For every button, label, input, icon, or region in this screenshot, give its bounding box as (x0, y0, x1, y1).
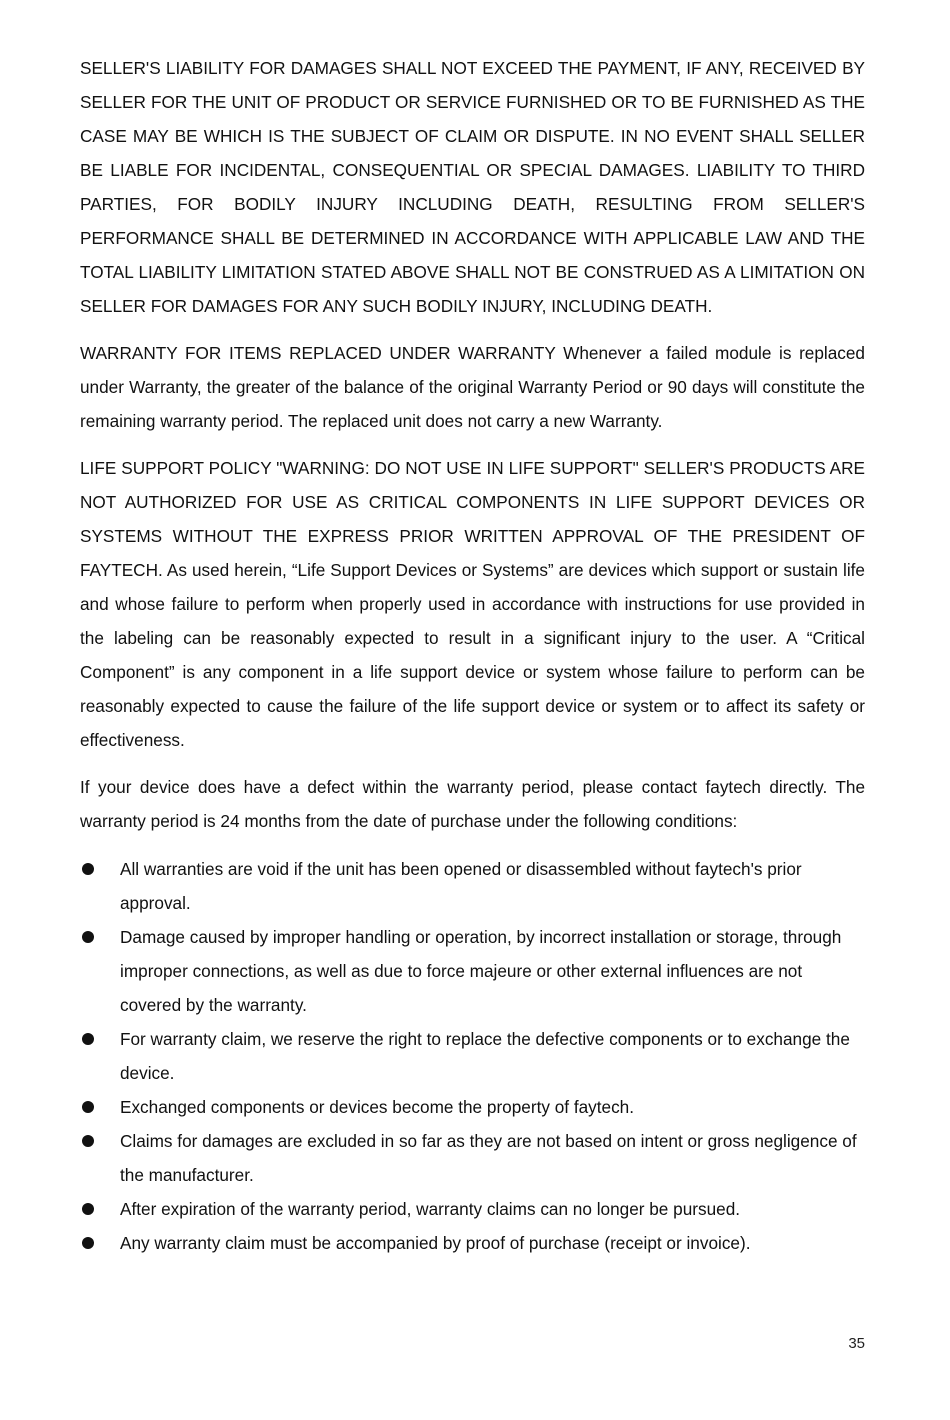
list-item-text: All warranties are void if the unit has been opened or disassembled without faytech's prior approval. (120, 859, 802, 913)
list-item-text: Claims for damages are excluded in so far as they are not based on intent or gross negligence of the manufacturer. (120, 1131, 857, 1185)
list-item (80, 1124, 865, 1192)
page-number: 35 (848, 1335, 865, 1352)
list-item (80, 1192, 865, 1226)
list-item-text: Any warranty claim must be accompanied by proof of purchase (receipt or invoice). (120, 1233, 751, 1253)
document-page (80, 51, 865, 1381)
list-item-text: Damage caused by improper handling or operation, by incorrect installation or storage, through improper connections, as well as due to force majeure or other external influences are not covered by the warranty. (120, 927, 842, 1015)
list-item (80, 920, 865, 1022)
bullet-icon (82, 1101, 94, 1113)
bullet-icon (82, 1135, 94, 1147)
warranty-conditions-list (80, 852, 865, 1260)
list-item-text: After expiration of the warranty period, warranty claims can no longer be pursued. (120, 1199, 741, 1219)
bullet-icon (82, 1237, 94, 1249)
bullet-icon (82, 1033, 94, 1045)
life-support-policy-paragraph: LIFE SUPPORT POLICY "WARNING: DO NOT USE IN LIFE SUPPORT" SELLER'S PRODUCTS ARE NOT AUTHORIZED FOR USE AS CRITICAL COMPONENTS IN LIFE SUPPORT DEVICES OR SYSTEMS WITHOUT THE EXPRESS PRIOR WRITTEN APPROVAL OF THE PRESIDENT OF FAYTECH. As used herein, “Life Support Devices or Systems” are devices which support or sustain life and whose failure to perform when properly used in accordance with instructions for use provided in the labeling can be reasonably expected to result in a significant injury to the user. A “Critical Component” is any component in a life support device or system whose failure to perform can be reasonably expected to cause the failure of the life support device or system or to affect its safety or effectiveness. (80, 458, 865, 750)
list-item-text: For warranty claim, we reserve the right to replace the defective components or to exchange the device. (120, 1029, 850, 1083)
bullet-icon (82, 863, 94, 875)
list-item (80, 852, 865, 920)
list-item (80, 1226, 865, 1260)
bullet-icon (82, 931, 94, 943)
warranty-period-paragraph: If your device does have a defect within the warranty period, please contact faytech directly. The warranty period is 24 months from the date of purchase under the following conditions: (80, 777, 865, 831)
liability-paragraph: SELLER'S LIABILITY FOR DAMAGES SHALL NOT EXCEED THE PAYMENT, IF ANY, RECEIVED BY SELLER FOR THE UNIT OF PRODUCT OR SERVICE FURNISHED OR TO BE FURNISHED AS THE CASE MAY BE WHICH IS THE SUBJECT OF CLAIM OR DISPUTE. IN NO EVENT SHALL SELLER BE LIABLE FOR INCIDENTAL, CONSEQUENTIAL OR SPECIAL DAMAGES. LIABILITY TO THIRD PARTIES, FOR BODILY INJURY INCLUDING DEATH, RESULTING FROM SELLER'S PERFORMANCE SHALL BE DETERMINED IN ACCORDANCE WITH APPLICABLE LAW AND THE TOTAL LIABILITY LIMITATION STATED ABOVE SHALL NOT BE CONSTRUED AS A LIMITATION ON SELLER FOR DAMAGES FOR ANY SUCH BODILY INJURY, INCLUDING DEATH. (80, 58, 865, 316)
bullet-icon (82, 1203, 94, 1215)
list-item (80, 1090, 865, 1124)
replacement-warranty-paragraph: WARRANTY FOR ITEMS REPLACED UNDER WARRANTY Whenever a failed module is replaced under Warranty, the greater of the balance of the original Warranty Period or 90 days will constitute the remaining warranty period. The replaced unit does not carry a new Warranty. (80, 343, 865, 431)
list-item (80, 1022, 865, 1090)
list-item-text: Exchanged components or devices become the property of faytech. (120, 1097, 635, 1117)
